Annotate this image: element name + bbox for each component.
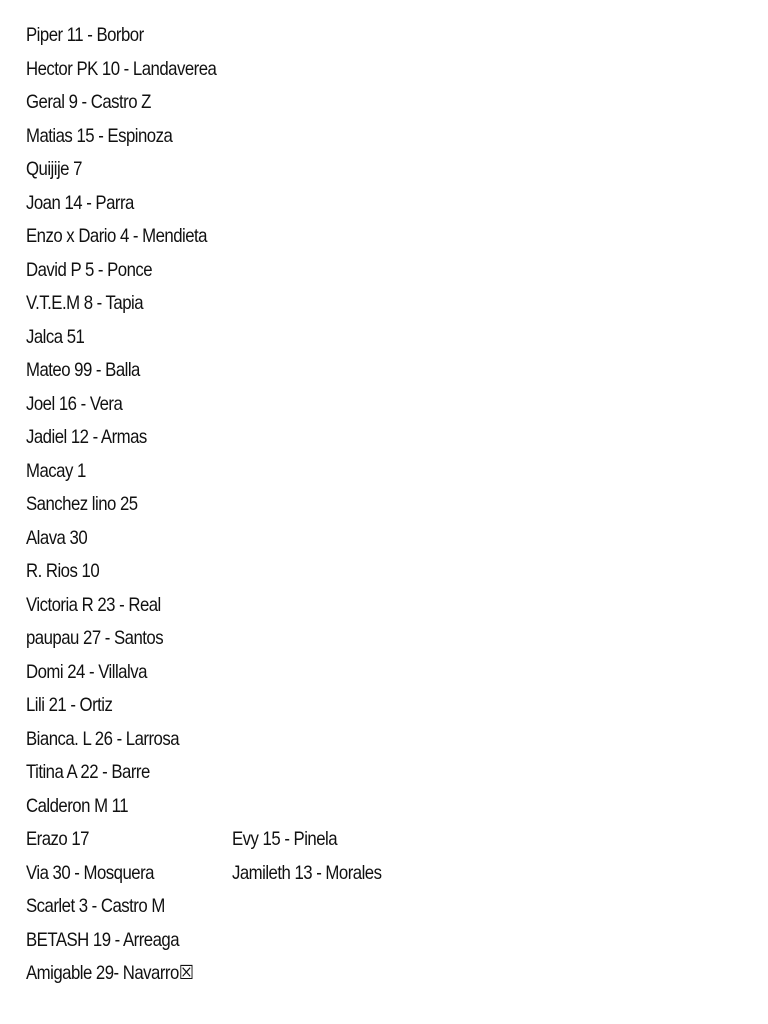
list-item: Alava 30 bbox=[26, 526, 88, 549]
list-item: Domi 24 - Villalva bbox=[26, 660, 147, 683]
list-item: Evy 15 - Pinela bbox=[232, 828, 338, 850]
left-name-list bbox=[26, 20, 247, 992]
list-item: paupau 27 - Santos bbox=[26, 627, 164, 649]
list-item: Amigable 29- Navarro☒ bbox=[26, 962, 194, 984]
list-item: R. Rios 10 bbox=[26, 560, 100, 582]
list-item: Erazo 17 bbox=[26, 828, 89, 850]
list-item: Jamileth 13 - Morales bbox=[232, 861, 382, 884]
list-item: Joan 14 - Parra bbox=[26, 191, 134, 214]
list-item: Quijije 7 bbox=[26, 158, 82, 180]
list-item: Victoria R 23 - Real bbox=[26, 593, 161, 616]
list-item: Via 30 - Mosquera bbox=[26, 861, 154, 884]
list-item: Geral 9 - Castro Z bbox=[26, 91, 151, 113]
list-item: Matias 15 - Espinoza bbox=[26, 124, 173, 147]
right-name-list bbox=[232, 824, 406, 891]
list-item: Jalca 51 bbox=[26, 325, 85, 348]
list-item: BETASH 19 - Arreaga bbox=[26, 928, 180, 951]
list-item: Calderon M 11 bbox=[26, 794, 129, 817]
list-item: Sanchez lino 25 bbox=[26, 493, 138, 515]
list-item: Enzo x Dario 4 - Mendieta bbox=[26, 225, 207, 247]
list-item: Titina A 22 - Barre bbox=[26, 761, 150, 783]
list-item: Lili 21 - Ortiz bbox=[26, 694, 113, 716]
list-item: Macay 1 bbox=[26, 459, 86, 482]
list-item: Jadiel 12 - Armas bbox=[26, 426, 147, 448]
list-item: Scarlet 3 - Castro M bbox=[26, 895, 165, 917]
list-item: David P 5 - Ponce bbox=[26, 258, 153, 281]
list-item: Mateo 99 - Balla bbox=[26, 359, 140, 381]
list-item: Bianca. L 26 - Larrosa bbox=[26, 727, 180, 750]
list-item: Joel 16 - Vera bbox=[26, 392, 123, 415]
list-item: Piper 11 - Borbor bbox=[26, 24, 144, 46]
list-item: V.T.E.M 8 - Tapia bbox=[26, 292, 144, 314]
list-item: Hector PK 10 - Landaverea bbox=[26, 57, 217, 80]
